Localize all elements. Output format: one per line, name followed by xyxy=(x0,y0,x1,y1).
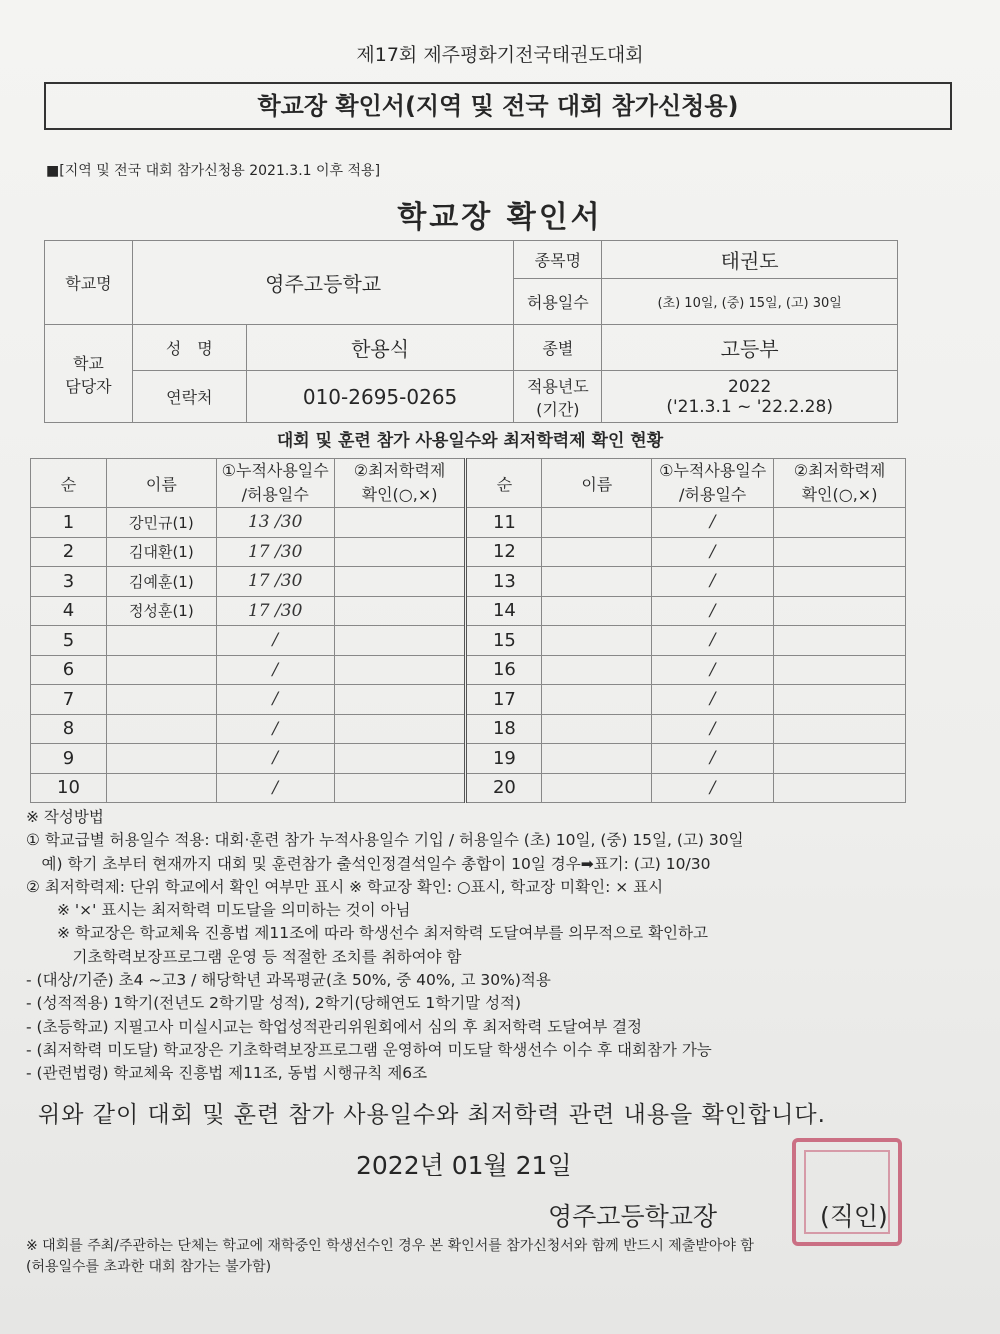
days-used: / xyxy=(216,685,334,715)
min-academic-check xyxy=(334,508,466,538)
contact-value: 010-2695-0265 xyxy=(246,371,514,423)
student-name xyxy=(542,537,652,567)
days-used: 17 /30 xyxy=(216,567,334,597)
days-used: / xyxy=(652,567,774,597)
days-used: / xyxy=(216,714,334,744)
student-name xyxy=(542,596,652,626)
col-min-header xyxy=(334,459,466,508)
allowed-days-value: (초) 10일, (중) 15일, (고) 30일 xyxy=(602,279,898,325)
min-academic-check xyxy=(334,685,466,715)
footnote-line2: (허용일수를 초과한 대회 참가는 불가함) xyxy=(26,1259,272,1275)
staff-label-line2: 담당자 xyxy=(65,376,112,396)
col-days-line1-right: ①누적사용일수 xyxy=(659,461,767,480)
seal-label: (직인) xyxy=(820,1202,888,1231)
days-used: 17 /30 xyxy=(216,537,334,567)
table-row xyxy=(31,773,906,803)
days-used: / xyxy=(652,773,774,803)
table-row xyxy=(31,567,906,597)
days-used: 17 /30 xyxy=(216,596,334,626)
min-academic-check xyxy=(334,744,466,774)
days-used: 13 /30 xyxy=(216,508,334,538)
note-line: - (성적적용) 1학기(전년도 2학기말 성적), 2학기(당해연도 1학기말 성적) xyxy=(26,994,522,1013)
year-label-line1: 적용년도 xyxy=(526,376,589,396)
sport-label: 종목명 xyxy=(514,241,602,279)
days-used: / xyxy=(652,685,774,715)
student-name xyxy=(542,626,652,656)
principal-name: 영주고등학교장 xyxy=(548,1202,718,1231)
staff-label-line1: 학교 xyxy=(72,353,104,373)
col-min-line2: 확인(○,×) xyxy=(361,485,438,504)
row-no: 5 xyxy=(31,626,107,656)
days-used: / xyxy=(216,744,334,774)
row-no: 16 xyxy=(466,655,542,685)
row-no: 4 xyxy=(31,596,107,626)
division-value: 고등부 xyxy=(602,325,898,371)
min-academic-check xyxy=(334,655,466,685)
col-no-header-right: 순 xyxy=(466,459,542,508)
min-academic-check xyxy=(774,744,906,774)
section-title: 대회 및 훈련 참가 사용일수와 최저학력제 확인 현황 xyxy=(276,431,664,451)
year-label xyxy=(514,371,602,423)
days-used: / xyxy=(652,508,774,538)
row-no: 15 xyxy=(466,626,542,656)
staff-name-label: 성 명 xyxy=(132,325,246,371)
student-name: 강민규(1) xyxy=(106,508,216,538)
days-used: / xyxy=(652,655,774,685)
days-used: / xyxy=(652,596,774,626)
col-days-line1: ①누적사용일수 xyxy=(221,461,329,480)
student-name xyxy=(542,685,652,715)
days-used: / xyxy=(652,714,774,744)
table-row xyxy=(31,655,906,685)
row-no: 20 xyxy=(466,773,542,803)
row-no: 6 xyxy=(31,655,107,685)
row-no: 13 xyxy=(466,567,542,597)
document-title: 학교장 확인서 xyxy=(397,200,603,235)
min-academic-check xyxy=(774,567,906,597)
col-name-header-right: 이름 xyxy=(542,459,652,508)
student-name xyxy=(542,508,652,538)
division-label: 종별 xyxy=(514,325,602,371)
min-academic-check xyxy=(774,773,906,803)
table-row xyxy=(31,714,906,744)
row-no: 8 xyxy=(31,714,107,744)
student-name: 정성훈(1) xyxy=(106,596,216,626)
min-academic-check xyxy=(334,567,466,597)
note-line: - (최저학력 미도달) 학교장은 기초학력보장프로그램 운영하여 미도달 학생선수 이수 후 대회참가 가능 xyxy=(26,1040,712,1059)
event-title: 제17회 제주평화기전국태권도대회 xyxy=(356,44,644,66)
col-min-line2-right: 확인(○,×) xyxy=(801,485,878,504)
table-row xyxy=(31,537,906,567)
student-name xyxy=(106,773,216,803)
year-label-line2: (기간) xyxy=(536,399,580,419)
school-name: 영주고등학교 xyxy=(132,241,514,325)
row-no: 14 xyxy=(466,596,542,626)
min-academic-check xyxy=(774,714,906,744)
row-no: 3 xyxy=(31,567,107,597)
table-row xyxy=(31,744,906,774)
year-cell xyxy=(602,371,898,423)
school-info-table xyxy=(44,240,898,423)
staff-name: 한용식 xyxy=(246,325,514,371)
row-no: 1 xyxy=(31,508,107,538)
table-row xyxy=(31,685,906,715)
min-academic-check xyxy=(774,596,906,626)
col-min-line1: ②최저학력제 xyxy=(353,461,446,480)
student-name xyxy=(542,744,652,774)
note-line: - (대상/기준) 초4 ~고3 / 해당학년 과목평균(초 50%, 중 40%, 고 30%)적용 xyxy=(26,971,551,990)
year-value: 2022 xyxy=(728,376,772,397)
min-academic-check xyxy=(334,714,466,744)
student-name: 김대환(1) xyxy=(106,537,216,567)
col-min-line1-right: ②최저학력제 xyxy=(793,461,886,480)
days-used: / xyxy=(216,773,334,803)
days-used: / xyxy=(216,626,334,656)
note-line: - (초등학교) 지필고사 미실시교는 학업성적관리위원회에서 심의 후 최저학력 도달여부 결정 xyxy=(26,1017,643,1036)
footnote-line1: ※ 대회를 주최/주관하는 단체는 학교에 재학중인 학생선수인 경우 본 확인서를 참가신청서와 함께 반드시 제출받아야 함 xyxy=(26,1238,754,1254)
student-name xyxy=(542,567,652,597)
row-no: 19 xyxy=(466,744,542,774)
student-name xyxy=(542,773,652,803)
min-academic-check xyxy=(774,508,906,538)
table-row xyxy=(31,508,906,538)
contact-label: 연락처 xyxy=(132,371,246,423)
applied-note: ■[지역 및 전국 대회 참가신청용 2021.3.1 이후 적용] xyxy=(46,163,381,179)
note-line: ※ 학교장은 학교체육 진흥법 제11조에 따라 학생선수 최저학력 도달여부를 의무적으로 확인하고 xyxy=(26,924,708,943)
row-no: 7 xyxy=(31,685,107,715)
min-academic-check xyxy=(774,537,906,567)
student-name xyxy=(542,655,652,685)
confirmation-statement: 위와 같이 대회 및 훈련 참가 사용일수와 최저학력 관련 내용을 확인합니다. xyxy=(38,1102,826,1128)
days-used: / xyxy=(652,744,774,774)
table-header-row xyxy=(31,459,906,508)
student-name xyxy=(106,655,216,685)
col-days-header xyxy=(216,459,334,508)
student-name xyxy=(106,626,216,656)
days-used: / xyxy=(652,626,774,656)
table-row xyxy=(31,626,906,656)
writing-instructions xyxy=(26,806,744,1086)
student-name: 김예훈(1) xyxy=(106,567,216,597)
min-academic-check xyxy=(774,685,906,715)
row-no: 18 xyxy=(466,714,542,744)
participation-table xyxy=(30,458,906,803)
col-name-header: 이름 xyxy=(106,459,216,508)
min-academic-check xyxy=(334,596,466,626)
period-value: ('21.3.1 ~ '22.2.28) xyxy=(666,396,833,417)
col-days-line2-right: /허용일수 xyxy=(679,485,747,504)
row-no: 2 xyxy=(31,537,107,567)
note-line: 기초학력보장프로그램 운영 등 적절한 조치를 취하여야 함 xyxy=(26,947,462,966)
note-line: - (관련법령) 학교체육 진흥법 제11조, 동법 시행규칙 제6조 xyxy=(26,1064,428,1083)
min-academic-check xyxy=(774,655,906,685)
allowed-days-label: 허용일수 xyxy=(514,279,602,325)
days-used: / xyxy=(216,655,334,685)
col-days-line2: /허용일수 xyxy=(241,485,309,504)
days-used: / xyxy=(652,537,774,567)
note-line: 예) 학기 초부터 현재까지 대회 및 훈련참가 출석인정결석일수 총합이 10일 경우➡표기: (고) 10/30 xyxy=(26,854,711,873)
student-name xyxy=(106,744,216,774)
note-line: ② 최저학력제: 단위 학교에서 확인 여부만 표시 ※ 학교장 확인: ○표시, 학교장 미확인: × 표시 xyxy=(26,877,664,896)
form-title: 학교장 확인서(지역 및 전국 대회 참가신청용) xyxy=(44,82,952,130)
student-name xyxy=(106,685,216,715)
sport-value: 태권도 xyxy=(602,241,898,279)
student-name xyxy=(106,714,216,744)
col-days-header-right xyxy=(652,459,774,508)
note-line: ※ '×' 표시는 최저학력 미도달을 의미하는 것이 아님 xyxy=(26,901,411,920)
student-name xyxy=(542,714,652,744)
min-academic-check xyxy=(334,773,466,803)
school-label: 학교명 xyxy=(45,241,133,325)
row-no: 9 xyxy=(31,744,107,774)
row-no: 11 xyxy=(466,508,542,538)
min-academic-check xyxy=(774,626,906,656)
table-row xyxy=(31,596,906,626)
staff-label xyxy=(45,325,133,423)
row-no: 17 xyxy=(466,685,542,715)
col-no-header: 순 xyxy=(31,459,107,508)
footnote xyxy=(26,1236,754,1278)
note-line: ※ 작성방법 xyxy=(26,808,104,826)
row-no: 10 xyxy=(31,773,107,803)
row-no: 12 xyxy=(466,537,542,567)
min-academic-check xyxy=(334,626,466,656)
col-min-header-right xyxy=(774,459,906,508)
min-academic-check xyxy=(334,537,466,567)
issue-date: 2022년 01월 21일 xyxy=(356,1151,572,1180)
note-line: ① 학교급별 허용일수 적용: 대회·훈련 참가 누적사용일수 기입 / 허용일수 (초) 10일, (중) 15일, (고) 30일 xyxy=(26,831,744,850)
